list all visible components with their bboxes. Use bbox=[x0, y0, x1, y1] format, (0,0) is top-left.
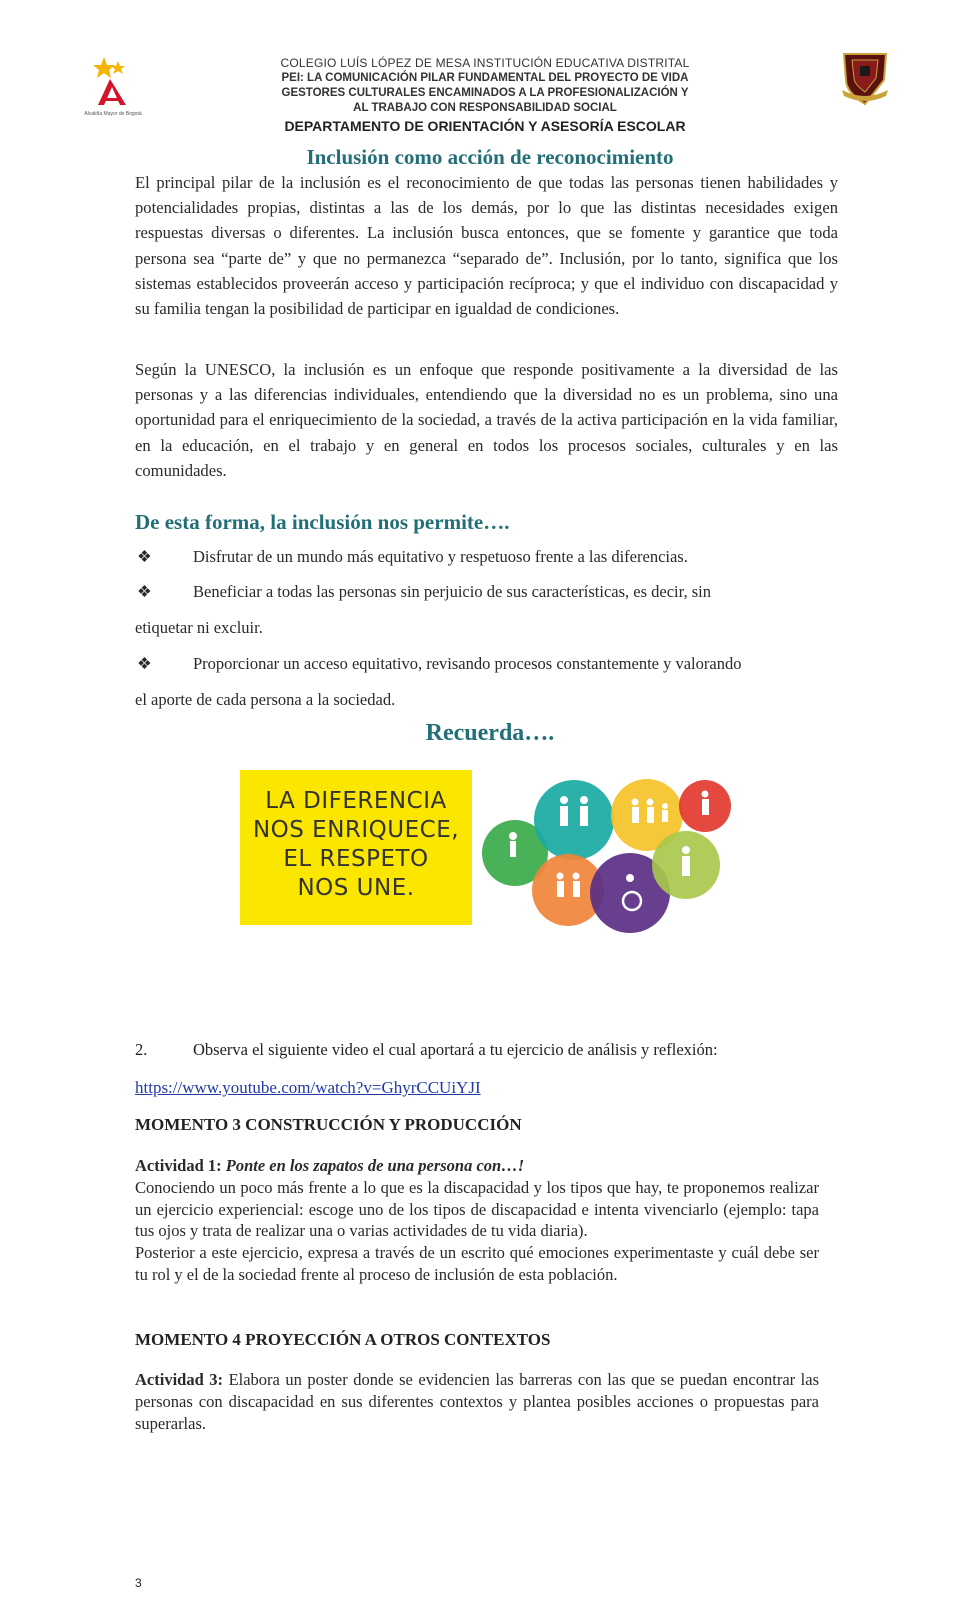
paragraph-unesco: Según la UNESCO, la inclusión es un enfoque que responde positivamente a la diversidad de las personas y a las diferencias individuales, entendiendo que la diversidad no es un problema, sino una oportunidad para el enriquecimiento de la sociedad, a través de la activa participación en la vida familiar, en la educación, en el trabajo y en general en todos los procesos sociales, culturales y en las comunidades. bbox=[135, 360, 838, 480]
poster-line-1: LA DIFERENCIA bbox=[265, 788, 447, 814]
bullet-text-3: Proporcionar un acceso equitativo, revisando procesos constantemente y valorando bbox=[193, 654, 742, 673]
actividad-1-title: Ponte en los zapatos de una persona con…! bbox=[225, 1156, 525, 1175]
alcaldia-caption: Alcaldía Mayor de Bogotá bbox=[84, 111, 142, 117]
actividad-3-block bbox=[135, 1369, 819, 1434]
item-number-2: 2. bbox=[135, 1040, 148, 1059]
paragraph-inclusion: El principal pilar de la inclusión es el reconocimiento de que todas las personas tienen habilidades y potencialidades propias, distintas a las de los demás, por lo que las distintas necesidades exigen respuestas diversas o diferentes. La inclusión busca entonces, que se fomente y garantice que toda persona sea “parte de” y que no permanezca “separado de”. Inclusión, por lo tanto, significa que los sistemas establecidos proveerán acceso y participación recíproca; y que el individuo con discapacidad y su familia tengan la posibilidad de participar en igualdad de condiciones. bbox=[135, 173, 838, 319]
actividad-1-block bbox=[135, 1155, 819, 1286]
header-line4: AL TRABAJO CON RESPONSABILIDAD SOCIAL bbox=[353, 102, 617, 114]
section-title-inclusion: Inclusión como acción de reconocimiento bbox=[306, 145, 674, 169]
poster-line-3: EL RESPETO bbox=[283, 846, 429, 872]
item-2-text: Observa el siguiente video el cual aportará a tu ejercicio de análisis y reflexión: bbox=[193, 1040, 718, 1059]
header-line3: GESTORES CULTURALES ENCAMINADOS A LA PROFESIONALIZACIÓN Y bbox=[281, 87, 689, 99]
actividad-3-label: Actividad 3: bbox=[135, 1370, 224, 1389]
youtube-video-link[interactable]: https://www.youtube.com/watch?v=GhyrCCUiYJI bbox=[135, 1078, 481, 1097]
momento-3-heading: MOMENTO 3 CONSTRUCCIÓN Y PRODUCCIÓN bbox=[135, 1115, 522, 1134]
bullet-icon: ❖ bbox=[137, 582, 152, 601]
bullet-icon: ❖ bbox=[137, 547, 152, 566]
momento-4-heading: MOMENTO 4 PROYECCIÓN A OTROS CONTEXTOS bbox=[135, 1330, 551, 1349]
diversity-circles-illustration bbox=[480, 768, 740, 938]
poster-line-4: NOS UNE. bbox=[297, 875, 415, 901]
actividad-1-paragraph-2: Posterior a este ejercicio, expresa a través de un escrito qué emociones experimentaste y cuál debe ser tu rol y el de la sociedad frente al proceso de inclusión de esta población. bbox=[135, 1243, 819, 1284]
document-header bbox=[190, 55, 780, 135]
actividad-1-title-line bbox=[135, 1155, 819, 1177]
bullet-text-2: Beneficiar a todas las personas sin perjuicio de sus características, es decir, sin bbox=[193, 582, 711, 601]
poster-diferencia bbox=[240, 770, 472, 925]
section-title-permite: De esta forma, la inclusión nos permite…. bbox=[135, 510, 510, 534]
alcaldia-logo bbox=[84, 55, 142, 125]
school-crest-icon bbox=[838, 50, 892, 106]
bullet-text-1: Disfrutar de un mundo más equitativo y respetuoso frente a las diferencias. bbox=[193, 547, 688, 566]
poster-line-2: NOS ENRIQUECE, bbox=[252, 817, 460, 843]
bullet-text-2-cont: etiquetar ni excluir. bbox=[135, 618, 263, 637]
recuerda-title: Recuerda…. bbox=[425, 720, 555, 746]
actividad-1-label: Actividad 1: bbox=[135, 1156, 222, 1175]
header-department: DEPARTAMENTO DE ORIENTACIÓN Y ASESORÍA ESCOLAR bbox=[284, 118, 686, 134]
bullet-text-3-cont: el aporte de cada persona a la sociedad. bbox=[135, 690, 396, 709]
header-pei: PEI: LA COMUNICACIÓN PILAR FUNDAMENTAL DEL PROYECTO DE VIDA bbox=[281, 72, 689, 84]
header-school-name: COLEGIO LUÍS LÓPEZ DE MESA INSTITUCIÓN EDUCATIVA DISTRITAL bbox=[280, 56, 690, 70]
bullet-icon: ❖ bbox=[137, 654, 152, 673]
page-number: 3 bbox=[135, 1576, 142, 1590]
actividad-1-paragraph-1: Conociendo un poco más frente a lo que es la discapacidad y los tipos que hay, te proponemos realizar un ejercicio experiencial: escoge uno de los tipos de discapacidad e intenta vivenciarlo (ejemplo: tapa tus ojos y trata de realizar una o varias actividades de tu vida diaria). bbox=[135, 1177, 819, 1241]
actividad-3-text: Elabora un poster donde se evidencien las barreras con las que se puedan encontrar las personas con discapacidad en sus diferentes contextos y plantea posibles acciones o propuestas para superarlas. bbox=[135, 1370, 820, 1433]
